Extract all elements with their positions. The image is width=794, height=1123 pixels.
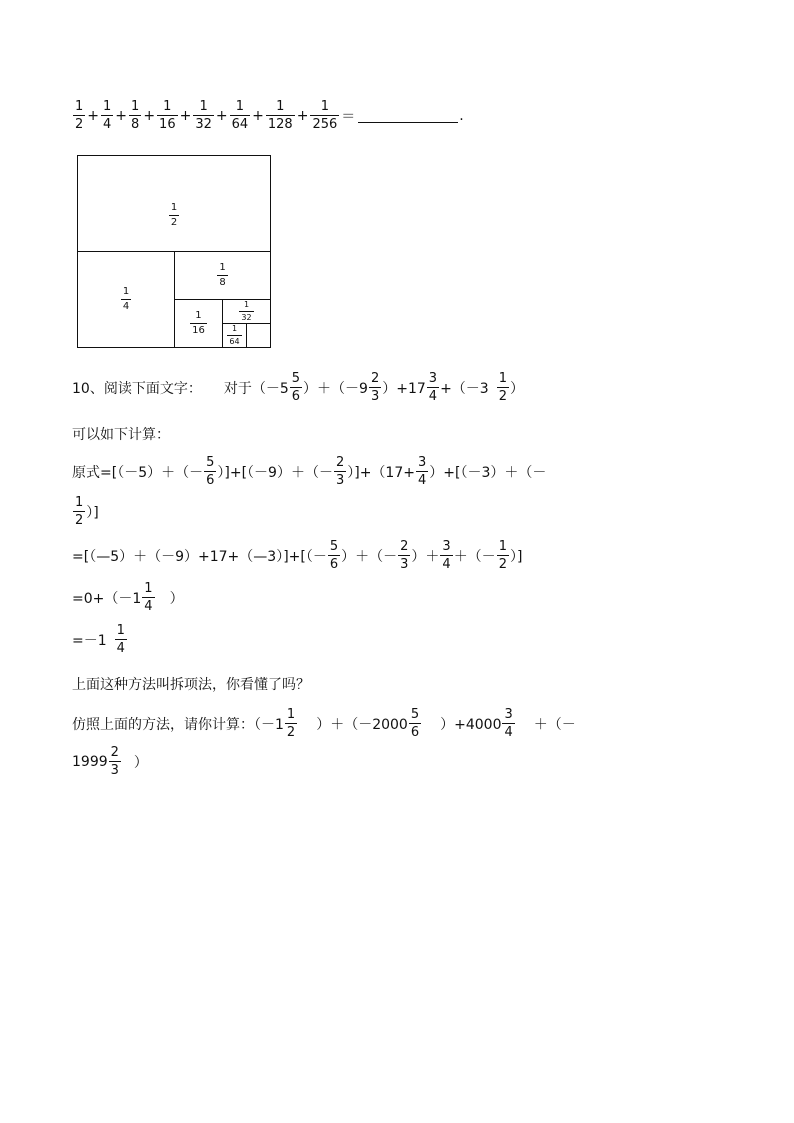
term4-whole: +（－3 — [440, 380, 489, 397]
step2-line — [72, 540, 522, 571]
term2-whole: ）＋（－9 — [303, 380, 368, 397]
can-calc-text: 可以如下计算： — [72, 427, 170, 443]
step3-line — [72, 582, 184, 613]
term2-fraction: $\frac{2}{3}$ — [370, 371, 380, 404]
method-line — [72, 674, 310, 694]
fraction-series — [72, 100, 340, 131]
orig-fraction-1: $\frac{5}{6}$ — [206, 455, 215, 488]
step2-part-d: ＋（－ — [453, 548, 496, 565]
series-fraction: $\frac{1}{128}$ — [267, 99, 293, 132]
series-fraction: $\frac{1}{256}$ — [312, 99, 338, 132]
term1-fraction: $\frac{5}{6}$ — [291, 371, 301, 404]
can-calc-line — [72, 424, 170, 444]
term4-fraction: $\frac{1}{2}$ — [498, 371, 507, 404]
orig-part-b: ）]+[（－9）＋（－ — [217, 464, 333, 481]
plus-sign: + — [115, 107, 128, 124]
orig-fraction-2: $\frac{2}{3}$ — [335, 455, 345, 488]
step2-part-a: =[（—5）＋（－9）+17+（—3）]+[（－ — [72, 548, 327, 565]
step2-fraction-4: $\frac{1}{2}$ — [498, 539, 507, 572]
task-fraction-3: $\frac{3}{4}$ — [504, 707, 513, 740]
label-half: $\frac{1}{2}$ — [170, 201, 178, 228]
task-fraction-4: $\frac{2}{3}$ — [110, 745, 119, 778]
orig-part-e: ）] — [86, 504, 99, 521]
step2-part-b: ）＋（－ — [341, 548, 398, 565]
series-fraction: $\frac{1}{16}$ — [159, 99, 176, 132]
method-text: 上面这种方法叫拆项法，你看懂了吗？ — [72, 677, 310, 693]
term3-whole: ）+17 — [382, 380, 426, 397]
step4-fraction: $\frac{1}{4}$ — [116, 623, 125, 656]
fraction-series-equation — [72, 100, 465, 131]
task-part-c: ）+4000 — [440, 716, 502, 733]
step2-fraction-2: $\frac{2}{3}$ — [400, 539, 409, 572]
q10-statement — [72, 372, 524, 403]
plus-sign: + — [252, 107, 264, 124]
task-line1 — [72, 708, 576, 739]
period: . — [459, 107, 464, 124]
task-line2 — [72, 746, 148, 777]
series-fraction: $\frac{1}{8}$ — [131, 99, 140, 132]
task-part-a: 仿照上面的方法，请你计算：（－1 — [72, 716, 284, 733]
orig-expression-line2 — [72, 496, 99, 527]
orig-expression-line1 — [72, 456, 546, 487]
plus-sign: + — [296, 107, 309, 124]
series-fraction: $\frac{1}{4}$ — [103, 99, 112, 132]
label-thirty-second: $\frac{1}{32}$ — [241, 300, 252, 322]
step2-fraction-1: $\frac{5}{6}$ — [329, 539, 339, 572]
orig-part-a: 原式=[（－5）＋（－ — [72, 464, 204, 481]
step3-part-b: ） — [169, 590, 184, 607]
orig-fraction-3: $\frac{3}{4}$ — [417, 455, 427, 488]
task-part-d: ＋（－ — [533, 716, 576, 733]
label-quarter: $\frac{1}{4}$ — [122, 286, 130, 312]
step2-part-c: ）＋ — [411, 548, 440, 565]
fraction-area-diagram — [77, 155, 271, 348]
task-part-g: ） — [133, 754, 148, 771]
term4-close: ） — [509, 380, 524, 397]
orig-fraction-4: $\frac{1}{2}$ — [75, 495, 84, 528]
task-fraction-2: $\frac{5}{6}$ — [410, 707, 420, 740]
plus-sign: + — [87, 107, 100, 124]
q10-for: 对于 — [223, 380, 252, 397]
plus-sign: + — [179, 107, 192, 124]
term1-whole: （－5 — [251, 380, 289, 397]
orig-part-d: ）+[（－3）＋（－ — [429, 464, 547, 481]
answer-blank — [358, 108, 458, 123]
plus-sign: + — [215, 107, 228, 124]
step4-part-a: =－1 — [72, 632, 107, 649]
orig-part-c: ）]+（17+ — [347, 464, 415, 481]
series-fraction: $\frac{1}{32}$ — [195, 99, 212, 132]
series-fraction: $\frac{1}{64}$ — [231, 99, 249, 132]
plus-sign: + — [143, 107, 156, 124]
series-fraction: $\frac{1}{2}$ — [75, 99, 84, 132]
step3-part-a: =0+（－1 — [72, 590, 142, 607]
term3-fraction: $\frac{3}{4}$ — [428, 371, 438, 404]
equals-sign: ＝ — [341, 108, 356, 125]
task-part-e: 1999 — [72, 753, 108, 770]
step2-part-e: ）] — [509, 548, 523, 565]
q10-intro: 10、阅读下面文字： — [72, 380, 202, 397]
task-part-b: ）＋（－2000 — [316, 716, 408, 733]
step2-fraction-3: $\frac{3}{4}$ — [442, 539, 451, 572]
label-eighth: $\frac{1}{8}$ — [219, 262, 226, 288]
task-fraction-1: $\frac{1}{2}$ — [286, 707, 296, 740]
label-sixteenth: $\frac{1}{16}$ — [192, 310, 205, 336]
step3-fraction: $\frac{1}{4}$ — [144, 581, 153, 614]
label-sixty-fourth: $\frac{1}{64}$ — [229, 324, 240, 346]
step4-line — [72, 624, 128, 655]
